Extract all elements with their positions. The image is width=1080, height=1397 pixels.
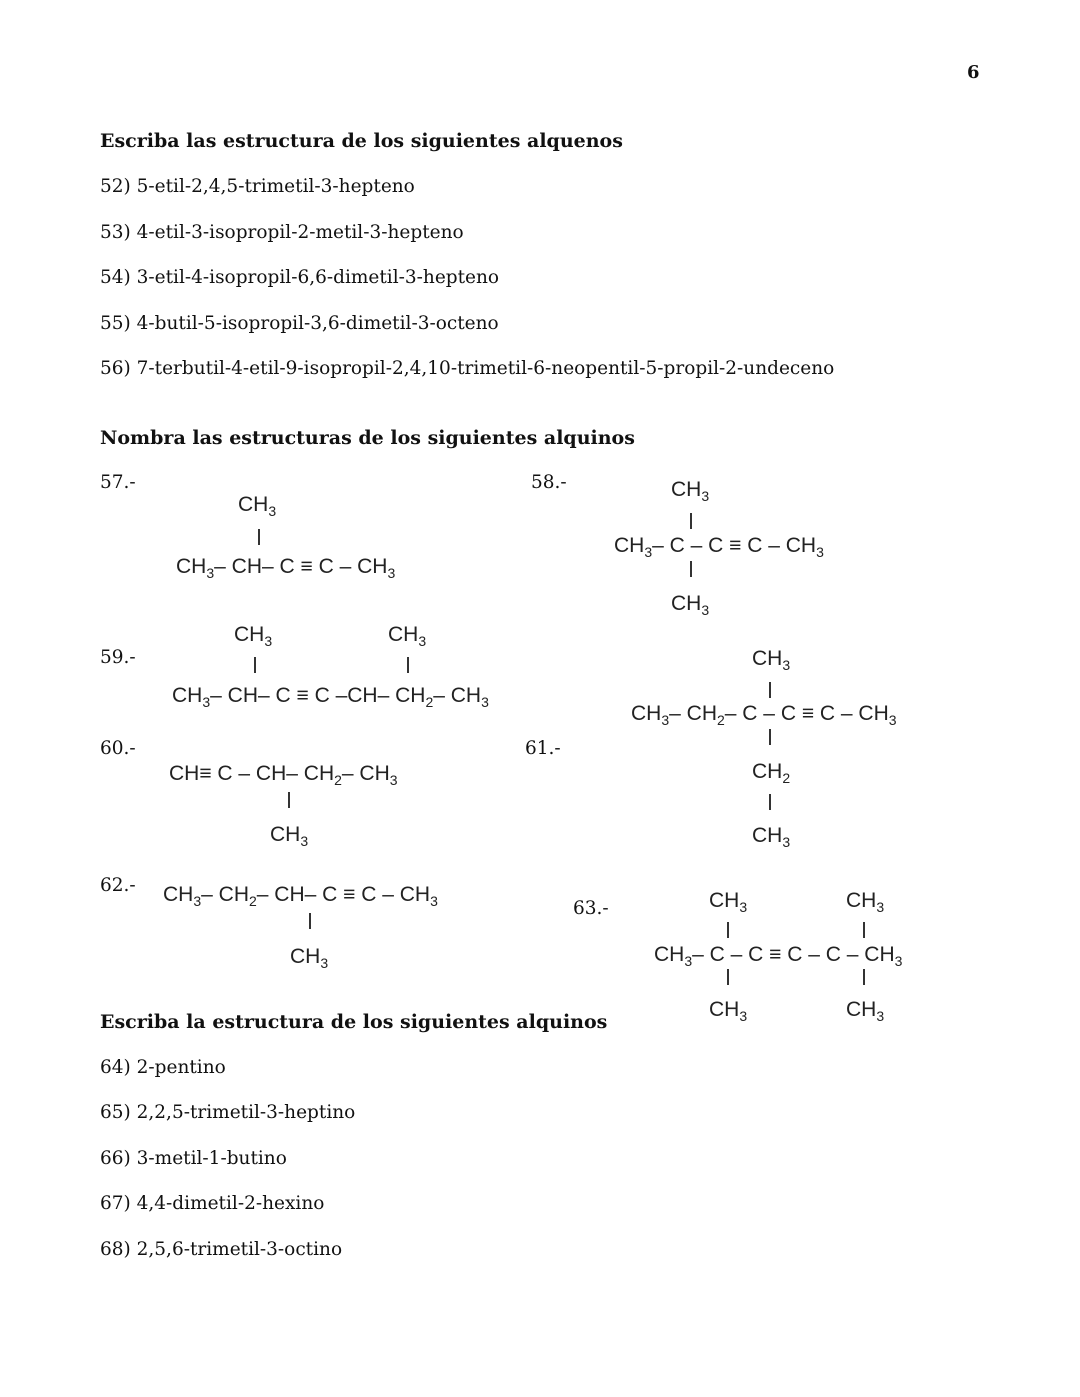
main-chain: CH≡ C – CH– $CH_2-$ $CH_3$	[169, 762, 398, 788]
section-heading-write-alkynes: Escriba la estructura de los siguientes alquinos	[100, 1011, 608, 1033]
bond-line	[769, 794, 771, 810]
bond-line	[863, 922, 865, 938]
methyl-group: $CH_3$	[752, 647, 791, 673]
methyl-group: $CH_3$	[238, 493, 277, 519]
methyl-group: $CH_3$	[846, 889, 885, 915]
section-heading-alkenes: Escriba las estructura de los siguientes alquenos	[100, 130, 623, 152]
page-number: 6	[967, 62, 980, 83]
structure-60-label: 60.-	[100, 738, 136, 759]
methyl-group: $CH_3$	[846, 998, 885, 1024]
exercise-54: 54) 3-etil-4-isopropil-6,6-dimetil-3-hepteno	[100, 267, 500, 288]
structure-62-label: 62.-	[100, 875, 136, 896]
bond-line	[407, 657, 409, 673]
structure-59-label: 59.-	[100, 647, 136, 668]
exercise-68: 68) 2,5,6-trimetil-3-octino	[100, 1239, 343, 1260]
bond-line	[769, 729, 771, 745]
exercise-56: 56) 7-terbutil-4-etil-9-isopropil-2,4,10-trimetil-6-neopentil-5-propil-2-undeceno	[100, 358, 835, 379]
methyl-group: $CH_3$	[270, 823, 309, 849]
main-chain: $CH_3-$ $CH_2-$ CH– $C \equiv C - CH_3$	[163, 883, 438, 909]
main-chain: $CH_3-$ $C - C \equiv C - CH_3$	[614, 534, 824, 560]
structure-63-label: 63.-	[573, 898, 609, 919]
bond-line	[863, 969, 865, 985]
structure-57-label: 57.-	[100, 472, 136, 493]
methyl-group: $CH_3$	[671, 478, 710, 504]
methyl-group: $CH_3$	[709, 889, 748, 915]
exercise-67: 67) 4,4-dimetil-2-hexino	[100, 1193, 325, 1214]
exercise-64: 64) 2-pentino	[100, 1057, 226, 1078]
structure-61-label: 61.-	[525, 738, 561, 759]
exercise-65: 65) 2,2,5-trimetil-3-heptino	[100, 1102, 356, 1123]
methyl-group: $CH_3$	[388, 623, 427, 649]
main-chain: $CH_3-$ $C - C \equiv C - C - CH_3$	[654, 943, 903, 969]
bond-line	[769, 682, 771, 698]
bond-line	[254, 657, 256, 673]
methyl-group: $CH_3$	[671, 592, 710, 618]
methyl-group: $CH_3$	[709, 998, 748, 1024]
methylene-group: $CH_2$	[752, 760, 791, 786]
methyl-group: $CH_3$	[234, 623, 273, 649]
methyl-group: $CH_3$	[752, 824, 791, 850]
exercise-53: 53) 4-etil-3-isopropil-2-metil-3-hepteno	[100, 222, 464, 243]
exercise-52: 52) 5-etil-2,4,5-trimetil-3-hepteno	[100, 176, 415, 197]
main-chain: $CH_3-$ CH– $C \equiv C - CH_3$	[176, 555, 396, 581]
bond-line	[727, 922, 729, 938]
bond-line	[309, 913, 311, 929]
bond-line	[727, 969, 729, 985]
main-chain: $CH_3-$ $CH_2-$ $C - C \equiv C - CH_3$	[631, 702, 897, 728]
bond-line	[690, 513, 692, 529]
main-chain: $CH_3-$ CH– C ≡ C –CH– $CH_2-$ $CH_3$	[172, 684, 489, 710]
bond-line	[690, 561, 692, 577]
exercise-66: 66) 3-metil-1-butino	[100, 1148, 287, 1169]
bond-line	[258, 529, 260, 545]
structure-58-label: 58.-	[531, 472, 567, 493]
bond-line	[288, 792, 290, 808]
methyl-group: $CH_3$	[290, 945, 329, 971]
section-heading-name-alkynes: Nombra las estructuras de los siguientes alquinos	[100, 427, 635, 449]
exercise-55: 55) 4-butil-5-isopropil-3,6-dimetil-3-octeno	[100, 313, 499, 334]
